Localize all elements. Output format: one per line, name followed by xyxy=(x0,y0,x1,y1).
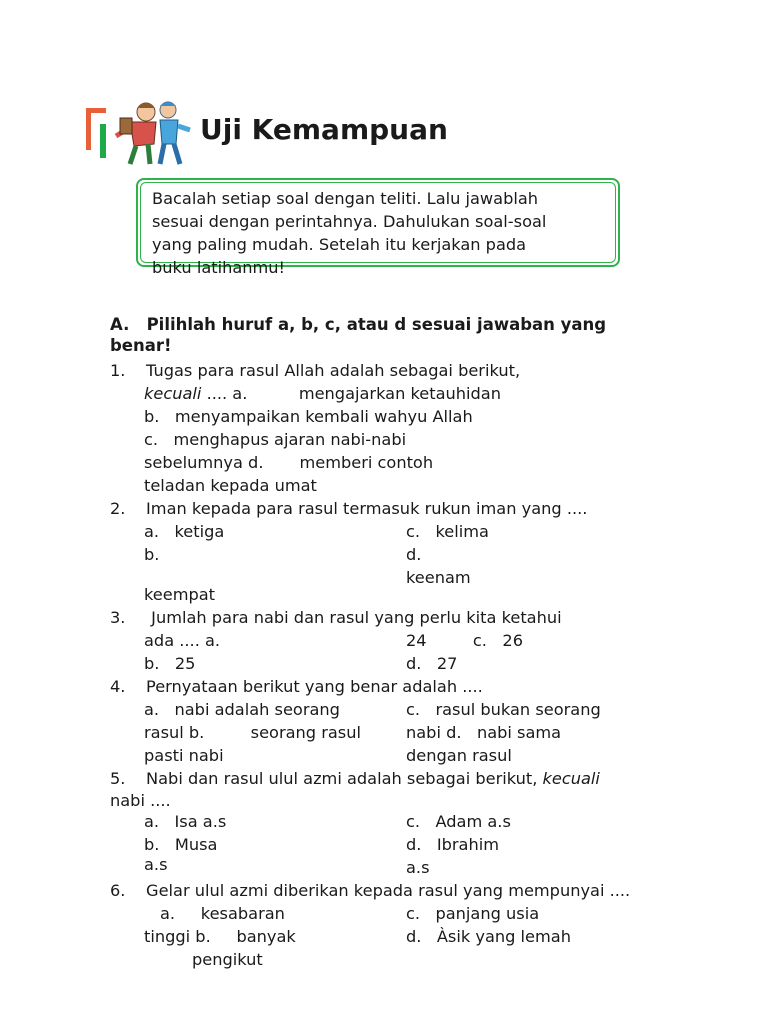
question-5-option-a: a. Isa a.s xyxy=(144,812,227,831)
question-4-row2-right: nabi d. nabi sama xyxy=(406,723,562,742)
question-3-options-a-c: 24 c. 26 xyxy=(406,631,523,650)
question-1-stem: 1. Tugas para rasul Allah adalah sebagai berikut, xyxy=(110,361,521,380)
page-title: Uji Kemampuan xyxy=(200,113,448,146)
question-2-stem: 2. Iman kepada para rasul termasuk rukun iman yang .... xyxy=(110,499,588,518)
question-2-option-d: d. xyxy=(406,545,422,564)
question-4-row3-left: pasti nabi xyxy=(144,746,224,765)
question-6-stem: 6. Gelar ulul azmi diberikan kepada rasul yang mempunyai .... xyxy=(110,881,631,900)
question-1-line2: kecuali .... a. mengajarkan ketauhidan xyxy=(144,384,501,403)
question-6-row2-left: tinggi b. banyak xyxy=(144,927,296,946)
question-2-option-d-value: keenam xyxy=(406,568,471,587)
question-1-option-c: c. menghapus ajaran nabi-nabi xyxy=(144,430,407,449)
question-3-option-d: d. 27 xyxy=(406,654,458,673)
instruction-line: sesuai dengan perintahnya. Dahulukan soal-soal xyxy=(152,212,547,231)
question-6-option-d: d. Àsik yang lemah xyxy=(406,927,571,946)
question-5-option-b: b. Musa xyxy=(144,835,218,854)
question-1-option-b: b. menyampaikan kembali wahyu Allah xyxy=(144,407,473,426)
question-5-option-b-cont: a.s xyxy=(144,855,168,874)
question-6-option-a: a. kesabaran xyxy=(160,904,285,923)
question-4-row2-left: rasul b. seorang rasul xyxy=(144,723,361,742)
instruction-text xyxy=(152,187,546,279)
question-5-option-c: c. Adam a.s xyxy=(406,812,511,831)
question-2-option-c: c. kelima xyxy=(406,522,489,541)
question-5-stem: 5. Nabi dan rasul ulul azmi adalah sebagai berikut, kecuali xyxy=(110,769,600,788)
instruction-line: yang paling mudah. Setelah itu kerjakan pada xyxy=(152,235,527,254)
question-3-option-b: b. 25 xyxy=(144,654,196,673)
question-1-option-c-cont: sebelumnya d. memberi contoh xyxy=(144,453,434,472)
question-5-option-d: d. Ibrahim xyxy=(406,835,500,854)
question-6-option-c: c. panjang usia xyxy=(406,904,540,923)
question-2-option-b-value: keempat xyxy=(144,585,216,604)
question-2-option-a: a. ketiga xyxy=(144,522,225,541)
question-4-stem: 4. Pernyataan berikut yang benar adalah .... xyxy=(110,677,483,696)
question-5-option-d-cont: a.s xyxy=(406,858,430,877)
question-6-row3: pengikut xyxy=(192,950,263,969)
question-4-row3-right: dengan rasul xyxy=(406,746,512,765)
question-4-option-a: a. nabi adalah seorang xyxy=(144,700,340,719)
question-5-line2: nabi .... xyxy=(110,791,171,810)
question-1-option-d-cont: teladan kepada umat xyxy=(144,476,317,495)
section-heading: A. Pilihlah huruf a, b, c, atau d sesuai jawaban yang benar! xyxy=(110,315,607,355)
question-2-option-b: b. xyxy=(144,545,160,564)
question-4-option-c: c. rasul bukan seorang xyxy=(406,700,601,719)
question-3-stem: 3. Jumlah para nabi dan rasul yang perlu kita ketahui xyxy=(110,608,562,627)
instruction-line: buku latihanmu! xyxy=(152,258,286,277)
instruction-line: Bacalah setiap soal dengan teliti. Lalu jawablah xyxy=(152,189,539,208)
two-boys-talking-icon xyxy=(86,100,194,168)
question-3-line2: ada .... a. xyxy=(144,631,221,650)
